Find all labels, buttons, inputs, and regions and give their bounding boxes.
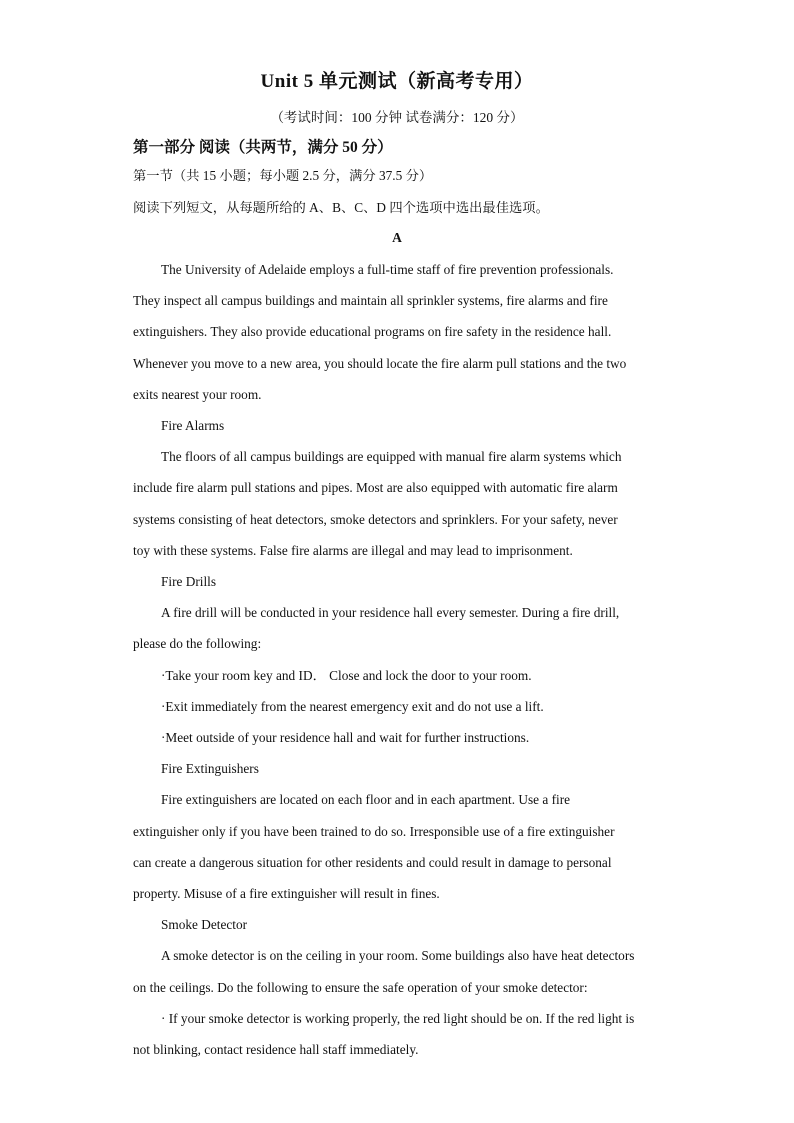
passage-line: property. Misuse of a fire extinguisher will result in fines. (133, 886, 440, 901)
passage-label: A (392, 230, 402, 245)
passage-line: The University of Adelaide employs a full-time staff of fire prevention professionals. (161, 262, 614, 277)
passage-line: They inspect all campus buildings and maintain all sprinkler systems, fire alarms and fire (133, 293, 608, 308)
passage-line: A fire drill will be conducted in your residence hall every semester. During a fire drill, (161, 605, 620, 620)
bullet-item: · If your smoke detector is working properly, the red light should be on. If the red light is (161, 1011, 635, 1026)
page-title: Unit 5 单元测试（新高考专用） (260, 71, 534, 92)
section-note: 第一节（共 15 小题；每小题 2.5 分，满分 37.5 分） (133, 168, 433, 183)
passage-line: can create a dangerous situation for other residents and could result in damage to personal (133, 855, 612, 870)
passage-line: Whenever you move to a new area, you should locate the fire alarm pull stations and the two (133, 356, 627, 371)
bullet-item: ·Exit immediately from the nearest emergency exit and do not use a lift. (161, 699, 544, 714)
passage-line: The floors of all campus buildings are equipped with manual fire alarm systems which (161, 449, 622, 464)
instruction-text: 阅读下列短文，从每题所给的 A、B、C、D 四个选项中选出最佳选项。 (133, 200, 549, 215)
passage-line: systems consisting of heat detectors, smoke detectors and sprinklers. For your safety, never (133, 512, 618, 527)
bullet-item: ·Meet outside of your residence hall and wait for further instructions. (161, 730, 530, 745)
passage-line: include fire alarm pull stations and pipes. Most are also equipped with automatic fire alarm (133, 480, 618, 495)
passage-line: Fire extinguishers are located on each floor and in each apartment. Use a fire (161, 792, 571, 807)
part-heading: 第一部分 阅读（共两节，满分 50 分） (133, 139, 393, 156)
passage-line: not blinking, contact residence hall staff immediately. (133, 1042, 419, 1057)
exam-info: （考试时间：100 分钟 试卷满分：120 分） (270, 110, 524, 125)
passage-line: extinguishers. They also provide educational programs on fire safety in the residence hall. (133, 324, 612, 339)
passage-line: please do the following: (133, 636, 262, 651)
subheading-fire-extinguishers: Fire Extinguishers (161, 761, 259, 776)
subheading-fire-drills: Fire Drills (161, 574, 217, 589)
subheading-smoke-detector: Smoke Detector (161, 917, 248, 932)
subheading-fire-alarms: Fire Alarms (161, 418, 225, 433)
passage-line: exits nearest your room. (133, 387, 262, 402)
passage-line: A smoke detector is on the ceiling in your room. Some buildings also have heat detectors (161, 948, 635, 963)
bullet-item: ·Take your room key and ID． Close and lock the door to your room. (161, 668, 532, 683)
passage-line: on the ceilings. Do the following to ensure the safe operation of your smoke detector: (133, 980, 588, 995)
passage-line: toy with these systems. False fire alarms are illegal and may lead to imprisonment. (133, 543, 573, 558)
passage-line: extinguisher only if you have been trained to do so. Irresponsible use of a fire extinguisher (133, 824, 615, 839)
